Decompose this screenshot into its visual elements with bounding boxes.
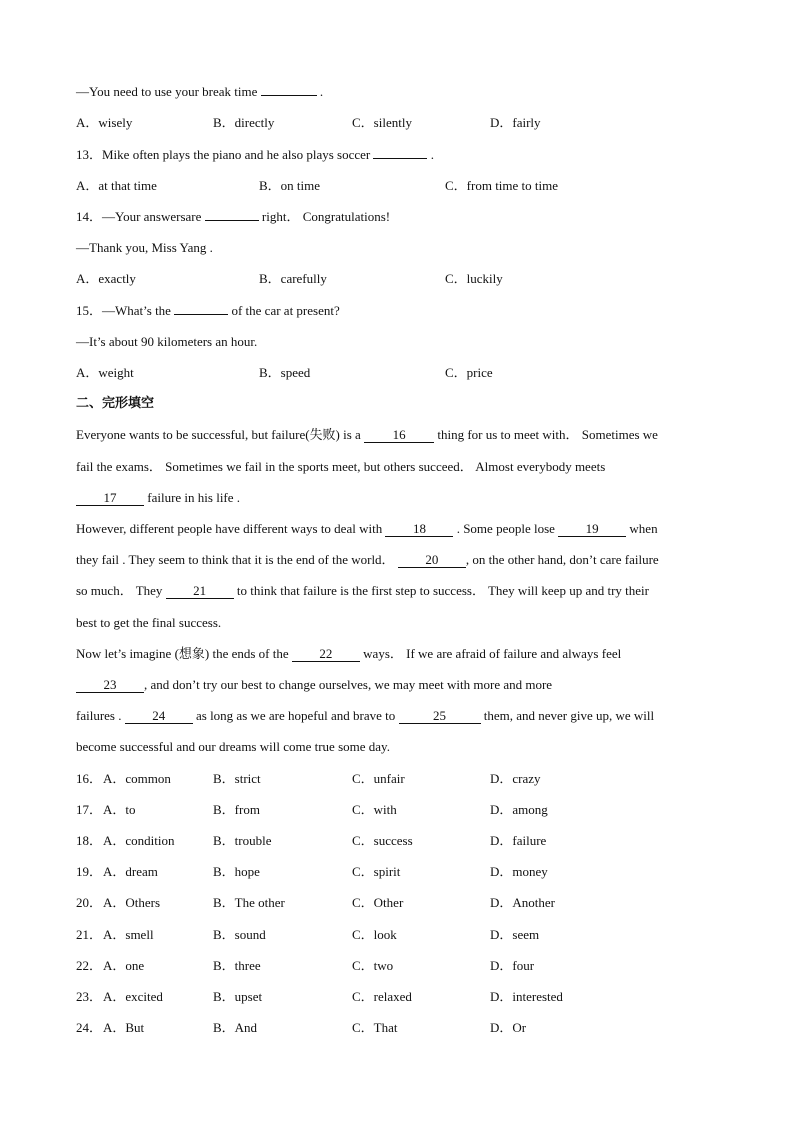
blank-16: 16 [364, 428, 434, 443]
choice-option-b: B．hope [213, 864, 260, 879]
passage-text: as long as we are hopeful and brave to [195, 708, 396, 723]
passage-text: when [629, 521, 658, 536]
choice-number: 16． [76, 771, 103, 786]
passage-line-7: best to get the final success. [76, 615, 222, 630]
passage-text: Everyone wants to be successful, but failure(失败) is a [76, 427, 361, 442]
choice-number: 24． [76, 1020, 103, 1035]
q13-option-b: B．on time [259, 178, 321, 193]
q14-option-b: B．carefully [259, 271, 327, 286]
q12-stem-text: —You need to use your break time [76, 84, 258, 99]
choice-option-a: A．But [103, 1020, 145, 1035]
choice-number: 17． [76, 802, 103, 817]
passage-line-10 [76, 708, 654, 724]
choice-option-c: C．success [352, 833, 413, 848]
blank-25: 25 [399, 709, 481, 724]
passage-text: ways． If we are afraid of failure and always feel [363, 646, 622, 661]
q14-stem-text: 14．—Your answersare [76, 209, 202, 224]
choice-option-a: A．smell [103, 927, 154, 942]
blank-24: 24 [125, 709, 193, 724]
passage-text: Now let’s imagine (想象) the ends of the [76, 646, 289, 661]
passage-text: . Some people lose [456, 521, 555, 536]
choice-number: 19． [76, 864, 103, 879]
passage-line-2: fail the exams． Sometimes we fail in the sports meet, but others succeed． Almost everybody meets [76, 459, 606, 474]
passage-text: failure in his life . [147, 490, 241, 505]
q14-option-c: C．luckily [445, 271, 503, 286]
choice-number: 23． [76, 989, 103, 1004]
q12-option-a: A．wisely [76, 115, 133, 130]
blank-17: 17 [76, 491, 144, 506]
q15-blank [174, 314, 228, 315]
choice-option-b: B．sound [213, 927, 266, 942]
q13-stem [76, 147, 434, 163]
choice-option-b: B．trouble [213, 833, 272, 848]
choice-option-d: D．four [490, 958, 535, 973]
passage-line-11: become successful and our dreams will come true some day. [76, 739, 390, 754]
passage-line-1 [76, 427, 658, 443]
passage-text: they fail . They seem to think that it is the end of the world． [76, 552, 395, 567]
choice-option-c: C．relaxed [352, 989, 412, 1004]
blank-19: 19 [558, 522, 626, 537]
passage-text: , and don’t try our best to change ourselves, we may meet with more and more [144, 677, 553, 692]
passage-line-5 [76, 552, 659, 568]
choice-option-b: B．from [213, 802, 260, 817]
choice-option-d: D．crazy [490, 771, 541, 786]
q12-stem [76, 84, 323, 100]
choice-number: 18． [76, 833, 103, 848]
passage-line-3 [76, 490, 240, 506]
q13-option-c: C．from time to time [445, 178, 559, 193]
passage-text: However, different people have different ways to deal with [76, 521, 383, 536]
q13-option-a: A．at that time [76, 178, 157, 193]
q13-stem-end: . [430, 147, 434, 162]
q12-option-b: B．directly [213, 115, 275, 130]
choice-option-d: D．among [490, 802, 548, 817]
choice-option-a: A．one [103, 958, 145, 973]
passage-line-9 [76, 677, 552, 693]
blank-21: 21 [166, 584, 234, 599]
passage-text: so much． They [76, 583, 163, 598]
passage-line-6 [76, 583, 649, 599]
passage-line-4 [76, 521, 658, 537]
section-heading-cloze: 二、完形填空 [76, 396, 155, 411]
choice-number: 21． [76, 927, 103, 942]
choice-option-c: C．That [352, 1020, 398, 1035]
choice-option-a: A．to [103, 802, 136, 817]
choice-option-a: A．Others [103, 895, 161, 910]
choice-option-d: D．Another [490, 895, 555, 910]
q15-stem [76, 303, 340, 319]
choice-option-c: C．unfair [352, 771, 405, 786]
passage-line-8 [76, 646, 621, 662]
choice-option-c: C．spirit [352, 864, 401, 879]
choice-option-a: A．dream [103, 864, 158, 879]
q13-blank [373, 158, 427, 159]
passage-text: failures . [76, 708, 122, 723]
choice-number: 20． [76, 895, 103, 910]
q14-stem [76, 209, 390, 225]
q13-stem-text: 13．Mike often plays the piano and he also plays soccer [76, 147, 371, 162]
choice-number: 22． [76, 958, 103, 973]
choice-option-b: B．three [213, 958, 261, 973]
choice-option-d: D．failure [490, 833, 547, 848]
choice-option-c: C．two [352, 958, 394, 973]
choice-option-b: B．upset [213, 989, 263, 1004]
choice-option-a: A．excited [103, 989, 163, 1004]
choice-option-c: C．Other [352, 895, 404, 910]
choice-option-d: D．money [490, 864, 548, 879]
blank-20: 20 [398, 553, 466, 568]
q15-stem-end: of the car at present? [231, 303, 340, 318]
choice-option-b: B．The other [213, 895, 285, 910]
choice-option-d: D．Or [490, 1020, 527, 1035]
choice-option-a: A．common [103, 771, 171, 786]
blank-18: 18 [385, 522, 453, 537]
q14-stem-end: right． Congratulations! [261, 209, 391, 224]
q15-option-c: C．price [445, 365, 493, 380]
q12-blank [261, 95, 317, 96]
choice-option-c: C．look [352, 927, 397, 942]
q12-stem-end: . [319, 84, 324, 99]
choice-option-b: B．And [213, 1020, 258, 1035]
q12-option-d: D．fairly [490, 115, 541, 130]
q14-blank [205, 220, 259, 221]
choice-option-b: B．strict [213, 771, 261, 786]
q14-option-a: A．exactly [76, 271, 136, 286]
passage-text: thing for us to meet with． Sometimes we [437, 427, 658, 442]
q14-reply: —Thank you, Miss Yang . [76, 240, 213, 255]
blank-22: 22 [292, 647, 360, 662]
choice-option-d: D．seem [490, 927, 540, 942]
q15-stem-text: 15．—What’s the [76, 303, 171, 318]
q15-reply: —It’s about 90 kilometers an hour. [76, 334, 258, 349]
passage-text: to think that failure is the first step to success． They will keep up and try their [236, 583, 649, 598]
q15-option-b: B．speed [259, 365, 311, 380]
passage-text: , on the other hand, don’t care failure [465, 552, 659, 567]
choice-option-a: A．condition [103, 833, 175, 848]
q12-option-c: C．silently [352, 115, 412, 130]
passage-text: them, and never give up, we will [483, 708, 655, 723]
blank-23: 23 [76, 678, 144, 693]
choice-option-c: C．with [352, 802, 397, 817]
choice-option-d: D．interested [490, 989, 563, 1004]
q15-option-a: A．weight [76, 365, 134, 380]
